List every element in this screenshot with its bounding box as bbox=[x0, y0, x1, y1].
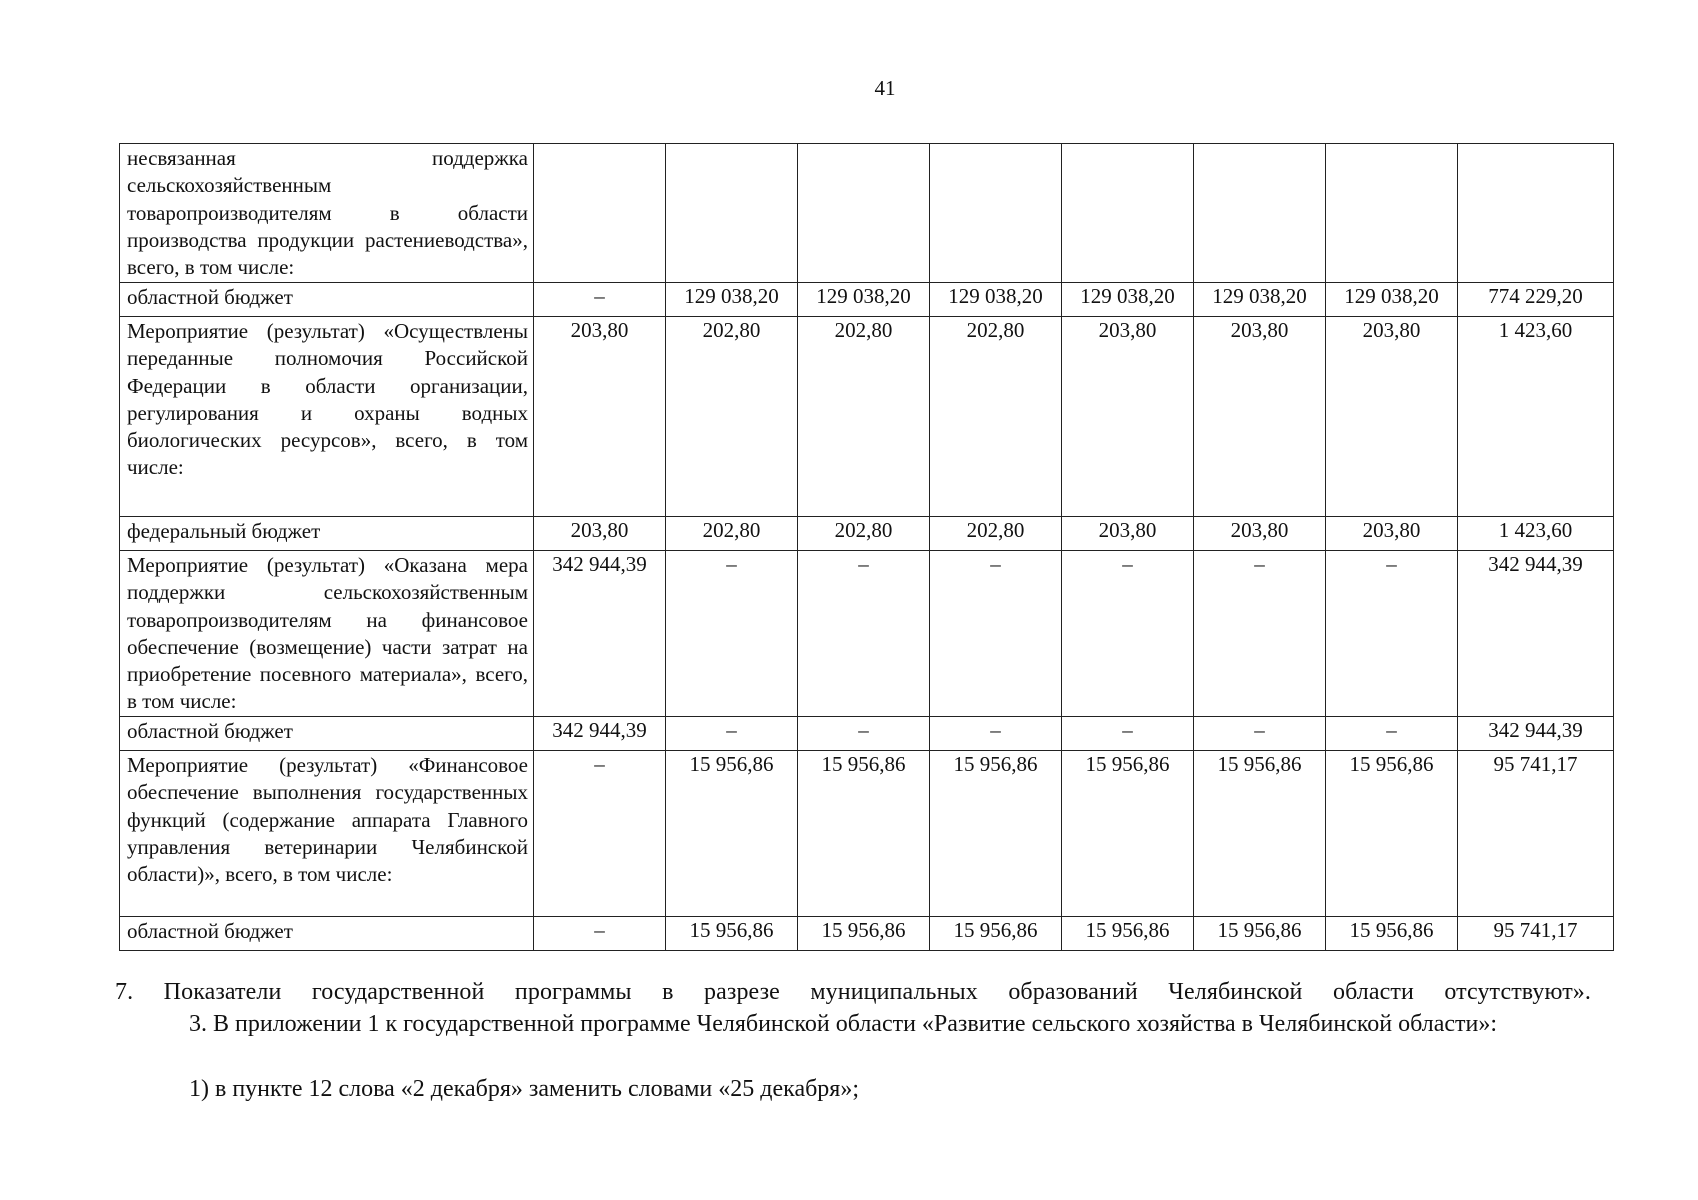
row-value: – bbox=[1194, 717, 1326, 751]
row-value bbox=[1062, 144, 1194, 283]
table-row bbox=[120, 551, 1614, 717]
row-value: 342 944,39 bbox=[534, 551, 666, 717]
row-value bbox=[930, 144, 1062, 283]
row-value: – bbox=[930, 551, 1062, 717]
row-value bbox=[666, 144, 798, 283]
row-value: 203,80 bbox=[1326, 517, 1458, 551]
paragraph-1: 1) в пункте 12 слова «2 декабря» заменить словами «25 декабря»; bbox=[189, 1076, 860, 1102]
row-value: 202,80 bbox=[666, 517, 798, 551]
row-value: 202,80 bbox=[798, 317, 930, 517]
table-row bbox=[120, 317, 1614, 517]
row-value: 15 956,86 bbox=[666, 751, 798, 917]
row-value: 129 038,20 bbox=[1326, 283, 1458, 317]
table-row bbox=[120, 144, 1614, 283]
row-value: – bbox=[798, 551, 930, 717]
row-value: – bbox=[1194, 551, 1326, 717]
row-value: 203,80 bbox=[534, 517, 666, 551]
row-description: Мероприятие (результат) «Финансовое обеспечение выполнения государственных функций (содержание аппарата Главного управления ветеринарии Челябинской области)», всего, в том числе: bbox=[120, 751, 534, 917]
row-value: 15 956,86 bbox=[1326, 751, 1458, 917]
row-value: 95 741,17 bbox=[1458, 751, 1614, 917]
row-value: 774 229,20 bbox=[1458, 283, 1614, 317]
row-value: 342 944,39 bbox=[1458, 551, 1614, 717]
paragraph-7: 7. Показатели государственной программы в разрезе муниципальных образований Челябинской области отсутствуют». bbox=[115, 979, 1591, 1005]
row-description: областной бюджет bbox=[120, 917, 534, 951]
row-value: – bbox=[798, 717, 930, 751]
row-value: 203,80 bbox=[1326, 317, 1458, 517]
row-value: 15 956,86 bbox=[1326, 917, 1458, 951]
row-value: 129 038,20 bbox=[930, 283, 1062, 317]
row-value: 203,80 bbox=[1194, 317, 1326, 517]
row-value: – bbox=[1326, 717, 1458, 751]
row-value: 202,80 bbox=[930, 517, 1062, 551]
row-value: 203,80 bbox=[1194, 517, 1326, 551]
row-value: 129 038,20 bbox=[1194, 283, 1326, 317]
row-value: 202,80 bbox=[930, 317, 1062, 517]
table-row bbox=[120, 917, 1614, 951]
row-description: несвязанная поддержка сельскохозяйственным товаропроизводителям в области производства продукции растениеводства», всего, в том числе: bbox=[120, 144, 534, 283]
row-value: 15 956,86 bbox=[798, 917, 930, 951]
row-value: – bbox=[666, 717, 798, 751]
row-description: областной бюджет bbox=[120, 283, 534, 317]
row-value: 15 956,86 bbox=[798, 751, 930, 917]
row-value bbox=[1458, 144, 1614, 283]
row-value: 202,80 bbox=[666, 317, 798, 517]
row-value: – bbox=[1326, 551, 1458, 717]
row-value: 129 038,20 bbox=[1062, 283, 1194, 317]
row-value: 15 956,86 bbox=[1194, 751, 1326, 917]
table-body bbox=[120, 144, 1614, 951]
row-value: – bbox=[666, 551, 798, 717]
row-value: 129 038,20 bbox=[798, 283, 930, 317]
row-description: Мероприятие (результат) «Осуществлены переданные полномочия Российской Федерации в области организации, регулирования и охраны водных биологических ресурсов», всего, в том числе: bbox=[120, 317, 534, 517]
row-value: 15 956,86 bbox=[1062, 751, 1194, 917]
table-row bbox=[120, 717, 1614, 751]
row-value: 95 741,17 bbox=[1458, 917, 1614, 951]
row-value: 203,80 bbox=[1062, 317, 1194, 517]
row-value: – bbox=[1062, 551, 1194, 717]
row-value: – bbox=[534, 751, 666, 917]
row-value: – bbox=[930, 717, 1062, 751]
row-value: 15 956,86 bbox=[930, 751, 1062, 917]
budget-table bbox=[119, 143, 1614, 951]
row-value bbox=[1194, 144, 1326, 283]
row-description: федеральный бюджет bbox=[120, 517, 534, 551]
row-value: – bbox=[1062, 717, 1194, 751]
row-value: 342 944,39 bbox=[1458, 717, 1614, 751]
row-value: 15 956,86 bbox=[930, 917, 1062, 951]
row-value: 202,80 bbox=[798, 517, 930, 551]
row-description: Мероприятие (результат) «Оказана мера поддержки сельскохозяйственным товаропроизводителям на финансовое обеспечение (возмещение) части затрат на приобретение посевного материала», всего, в том числе: bbox=[120, 551, 534, 717]
row-value: – bbox=[534, 283, 666, 317]
table-row bbox=[120, 517, 1614, 551]
row-value: 129 038,20 bbox=[666, 283, 798, 317]
row-value: 1 423,60 bbox=[1458, 517, 1614, 551]
row-value: 15 956,86 bbox=[666, 917, 798, 951]
row-value: 203,80 bbox=[1062, 517, 1194, 551]
row-value: 203,80 bbox=[534, 317, 666, 517]
row-description: областной бюджет bbox=[120, 717, 534, 751]
row-value: 15 956,86 bbox=[1062, 917, 1194, 951]
page-number: 41 bbox=[874, 76, 896, 100]
row-value: 15 956,86 bbox=[1194, 917, 1326, 951]
paragraph-3: 3. В приложении 1 к государственной программе Челябинской области «Развитие сельского хозяйства в Челябинской области»: bbox=[189, 1011, 1498, 1037]
table-row bbox=[120, 283, 1614, 317]
table-row bbox=[120, 751, 1614, 917]
row-value: 1 423,60 bbox=[1458, 317, 1614, 517]
row-value bbox=[798, 144, 930, 283]
row-value: – bbox=[534, 917, 666, 951]
row-value bbox=[534, 144, 666, 283]
row-value: 342 944,39 bbox=[534, 717, 666, 751]
row-value bbox=[1326, 144, 1458, 283]
